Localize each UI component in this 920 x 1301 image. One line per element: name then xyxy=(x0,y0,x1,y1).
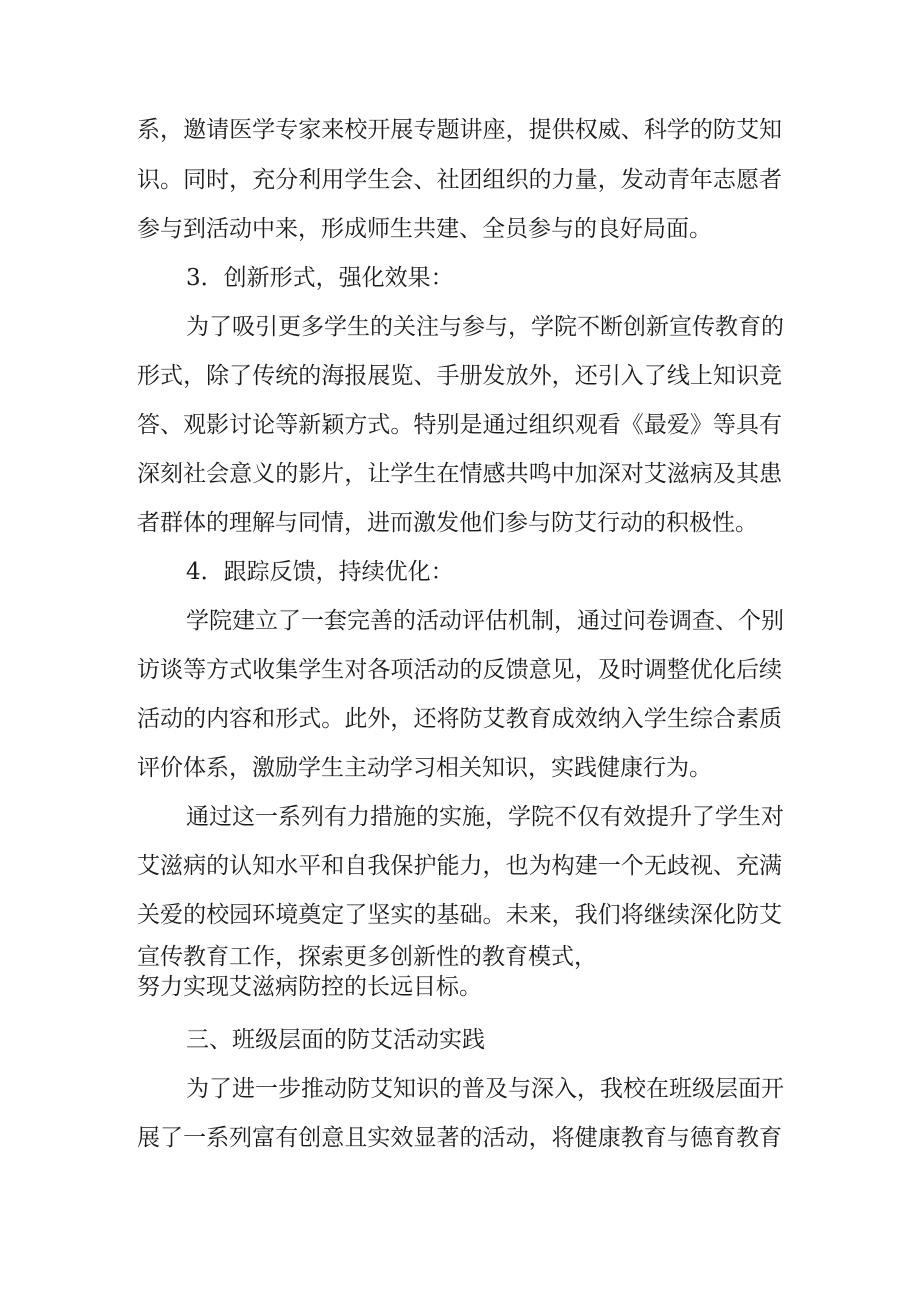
text-line: 者群体的理解与同情，进而激发他们参与防艾行动的积极性。 xyxy=(137,510,758,536)
text-line: 访谈等方式收集学生对各项活动的反馈意见，及时调整优化后续 xyxy=(137,657,782,683)
text-line: 系，邀请医学专家来校开展专题讲座，提供权威、科学的防艾知 xyxy=(137,117,782,143)
text-line: 评价体系，激励学生主动学习相关知识，实践健康行为。 xyxy=(137,755,712,781)
text-line: 答、观影讨论等新颖方式。特别是通过组织观看《最爱》等具有 xyxy=(137,412,782,438)
text-line: 艾滋病的认知水平和自我保护能力，也为构建一个无歧视、充满 xyxy=(137,853,782,879)
text-line: 通过这一系列有力措施的实施，学院不仅有效提升了学生对 xyxy=(186,804,784,830)
text-line: 识。同时，充分利用学生会、社团组织的力量，发动青年志愿者 xyxy=(137,167,782,193)
text-line: 活动的内容和形式。此外，还将防艾教育成效纳入学生综合素质 xyxy=(137,706,782,732)
section-heading: 三、班级层面的防艾活动实践 xyxy=(186,1027,485,1053)
item-4-title: 4．跟踪反馈，持续优化： xyxy=(186,559,454,585)
text-line: 为了吸引更多学生的关注与参与，学院不断创新宣传教育的 xyxy=(186,314,784,340)
text-line: 深刻社会意义的影片，让学生在情感共鸣中加深对艾滋病及其患 xyxy=(137,461,782,487)
text-line: 展了一系列富有创意且实效显著的活动，将健康教育与德育教育 xyxy=(137,1125,782,1151)
text-line: 努力实现艾滋病防控的长远目标。 xyxy=(137,974,482,1000)
text-line: 参与到活动中来，形成师生共建、全员参与的良好局面。 xyxy=(137,216,712,242)
text-line: 学院建立了一套完善的活动评估机制，通过问卷调查、个别 xyxy=(186,608,784,634)
text-line: 关爱的校园环境奠定了坚实的基础。未来，我们将继续深化防艾 xyxy=(137,902,782,928)
text-line: 形式，除了传统的海报展览、手册发放外，还引入了线上知识竞 xyxy=(137,363,782,389)
item-3-title: 3．创新形式，强化效果： xyxy=(186,265,454,291)
text-line: 宣传教育工作，探索更多创新性的教育模式， xyxy=(137,944,597,970)
text-line: 为了进一步推动防艾知识的普及与深入，我校在班级层面开 xyxy=(186,1076,784,1102)
